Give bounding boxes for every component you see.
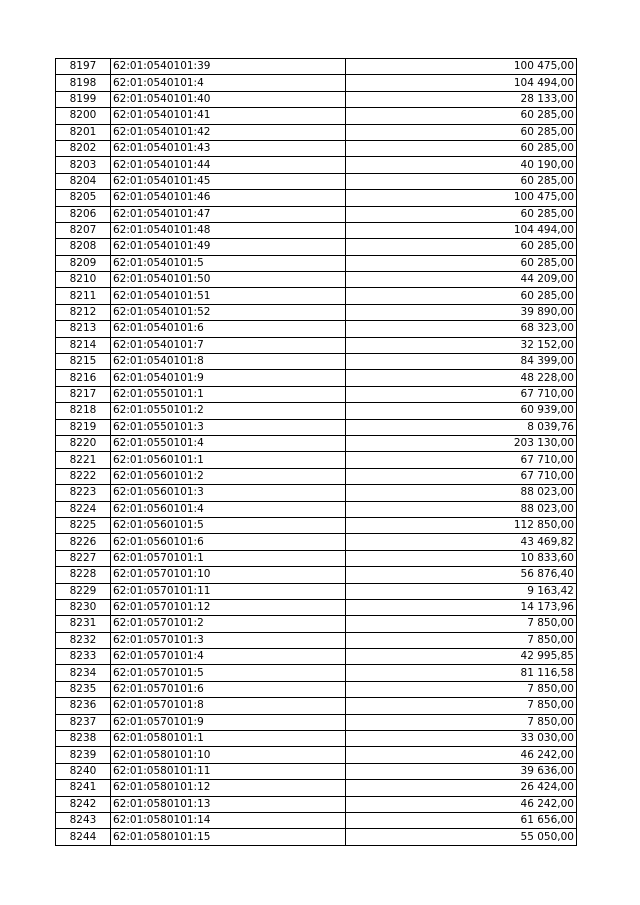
table-row bbox=[56, 763, 577, 779]
value-cell: 67 710,00 bbox=[346, 452, 577, 468]
value-cell: 14 173,96 bbox=[346, 599, 577, 615]
table-row bbox=[56, 222, 577, 238]
cadastral-number-cell: 62:01:0560101:4 bbox=[111, 501, 346, 517]
cadastral-number-cell: 62:01:0570101:3 bbox=[111, 632, 346, 648]
value-cell: 67 710,00 bbox=[346, 468, 577, 484]
value-cell: 40 190,00 bbox=[346, 157, 577, 173]
cadastral-number-cell: 62:01:0580101:14 bbox=[111, 812, 346, 828]
value-cell: 8 039,76 bbox=[346, 419, 577, 435]
cadastral-number-cell: 62:01:0550101:4 bbox=[111, 435, 346, 451]
value-cell: 46 242,00 bbox=[346, 747, 577, 763]
row-number-cell: 8225 bbox=[56, 517, 111, 533]
table-row bbox=[56, 157, 577, 173]
value-cell: 60 285,00 bbox=[346, 288, 577, 304]
value-cell: 7 850,00 bbox=[346, 681, 577, 697]
table-row bbox=[56, 698, 577, 714]
table-row bbox=[56, 59, 577, 75]
table-row bbox=[56, 124, 577, 140]
value-cell: 56 876,40 bbox=[346, 567, 577, 583]
table-row bbox=[56, 714, 577, 730]
table-row bbox=[56, 386, 577, 402]
cadastral-number-cell: 62:01:0560101:1 bbox=[111, 452, 346, 468]
cadastral-number-cell: 62:01:0550101:2 bbox=[111, 403, 346, 419]
cadastral-number-cell: 62:01:0540101:44 bbox=[111, 157, 346, 173]
row-number-cell: 8209 bbox=[56, 255, 111, 271]
value-cell: 46 242,00 bbox=[346, 796, 577, 812]
cadastral-number-cell: 62:01:0540101:45 bbox=[111, 173, 346, 189]
table-row bbox=[56, 272, 577, 288]
cadastral-number-cell: 62:01:0560101:5 bbox=[111, 517, 346, 533]
row-number-cell: 8234 bbox=[56, 665, 111, 681]
cadastral-number-cell: 62:01:0570101:5 bbox=[111, 665, 346, 681]
value-cell: 60 939,00 bbox=[346, 403, 577, 419]
cadastral-number-cell: 62:01:0570101:2 bbox=[111, 616, 346, 632]
row-number-cell: 8243 bbox=[56, 812, 111, 828]
value-cell: 203 130,00 bbox=[346, 435, 577, 451]
row-number-cell: 8204 bbox=[56, 173, 111, 189]
value-cell: 60 285,00 bbox=[346, 124, 577, 140]
row-number-cell: 8212 bbox=[56, 304, 111, 320]
table-row bbox=[56, 550, 577, 566]
value-cell: 44 209,00 bbox=[346, 272, 577, 288]
cadastral-number-cell: 62:01:0580101:12 bbox=[111, 780, 346, 796]
value-cell: 32 152,00 bbox=[346, 337, 577, 353]
row-number-cell: 8239 bbox=[56, 747, 111, 763]
value-cell: 42 995,85 bbox=[346, 649, 577, 665]
table-row bbox=[56, 452, 577, 468]
value-cell: 39 890,00 bbox=[346, 304, 577, 320]
row-number-cell: 8229 bbox=[56, 583, 111, 599]
row-number-cell: 8237 bbox=[56, 714, 111, 730]
table-row bbox=[56, 419, 577, 435]
value-cell: 88 023,00 bbox=[346, 485, 577, 501]
table-row bbox=[56, 534, 577, 550]
row-number-cell: 8215 bbox=[56, 354, 111, 370]
table-row bbox=[56, 435, 577, 451]
row-number-cell: 8235 bbox=[56, 681, 111, 697]
table-row bbox=[56, 501, 577, 517]
table-row bbox=[56, 255, 577, 271]
value-cell: 43 469,82 bbox=[346, 534, 577, 550]
value-cell: 100 475,00 bbox=[346, 59, 577, 75]
cadastral-number-cell: 62:01:0540101:41 bbox=[111, 108, 346, 124]
cadastral-number-cell: 62:01:0540101:4 bbox=[111, 75, 346, 91]
value-cell: 48 228,00 bbox=[346, 370, 577, 386]
table-row bbox=[56, 91, 577, 107]
row-number-cell: 8206 bbox=[56, 206, 111, 222]
table-row bbox=[56, 354, 577, 370]
value-cell: 26 424,00 bbox=[346, 780, 577, 796]
cadastral-number-cell: 62:01:0570101:10 bbox=[111, 567, 346, 583]
cadastral-number-cell: 62:01:0560101:2 bbox=[111, 468, 346, 484]
row-number-cell: 8231 bbox=[56, 616, 111, 632]
row-number-cell: 8218 bbox=[56, 403, 111, 419]
row-number-cell: 8220 bbox=[56, 435, 111, 451]
value-cell: 10 833,60 bbox=[346, 550, 577, 566]
row-number-cell: 8228 bbox=[56, 567, 111, 583]
table-row bbox=[56, 108, 577, 124]
value-cell: 33 030,00 bbox=[346, 731, 577, 747]
row-number-cell: 8198 bbox=[56, 75, 111, 91]
row-number-cell: 8197 bbox=[56, 59, 111, 75]
table-row bbox=[56, 632, 577, 648]
table-row bbox=[56, 731, 577, 747]
table-row bbox=[56, 485, 577, 501]
table-row bbox=[56, 370, 577, 386]
value-cell: 100 475,00 bbox=[346, 190, 577, 206]
value-cell: 68 323,00 bbox=[346, 321, 577, 337]
row-number-cell: 8221 bbox=[56, 452, 111, 468]
table-row bbox=[56, 681, 577, 697]
table-row bbox=[56, 288, 577, 304]
cadastral-number-cell: 62:01:0540101:46 bbox=[111, 190, 346, 206]
table-row bbox=[56, 140, 577, 156]
row-number-cell: 8210 bbox=[56, 272, 111, 288]
table-row bbox=[56, 206, 577, 222]
cadastral-number-cell: 62:01:0540101:6 bbox=[111, 321, 346, 337]
value-cell: 67 710,00 bbox=[346, 386, 577, 402]
row-number-cell: 8208 bbox=[56, 239, 111, 255]
row-number-cell: 8205 bbox=[56, 190, 111, 206]
cadastral-number-cell: 62:01:0580101:11 bbox=[111, 763, 346, 779]
row-number-cell: 8203 bbox=[56, 157, 111, 173]
value-cell: 104 494,00 bbox=[346, 222, 577, 238]
row-number-cell: 8238 bbox=[56, 731, 111, 747]
value-cell: 39 636,00 bbox=[346, 763, 577, 779]
row-number-cell: 8202 bbox=[56, 140, 111, 156]
cadastral-number-cell: 62:01:0550101:1 bbox=[111, 386, 346, 402]
table-row bbox=[56, 468, 577, 484]
row-number-cell: 8211 bbox=[56, 288, 111, 304]
row-number-cell: 8242 bbox=[56, 796, 111, 812]
row-number-cell: 8244 bbox=[56, 829, 111, 845]
value-cell: 7 850,00 bbox=[346, 698, 577, 714]
row-number-cell: 8222 bbox=[56, 468, 111, 484]
row-number-cell: 8226 bbox=[56, 534, 111, 550]
table-row bbox=[56, 190, 577, 206]
value-cell: 61 656,00 bbox=[346, 812, 577, 828]
cadastral-number-cell: 62:01:0570101:9 bbox=[111, 714, 346, 730]
row-number-cell: 8207 bbox=[56, 222, 111, 238]
value-cell: 81 116,58 bbox=[346, 665, 577, 681]
table-row bbox=[56, 304, 577, 320]
row-number-cell: 8233 bbox=[56, 649, 111, 665]
table-row bbox=[56, 599, 577, 615]
row-number-cell: 8232 bbox=[56, 632, 111, 648]
value-cell: 88 023,00 bbox=[346, 501, 577, 517]
cadastral-number-cell: 62:01:0540101:40 bbox=[111, 91, 346, 107]
value-cell: 9 163,42 bbox=[346, 583, 577, 599]
table-body bbox=[56, 59, 577, 846]
cadastral-number-cell: 62:01:0580101:15 bbox=[111, 829, 346, 845]
value-cell: 60 285,00 bbox=[346, 108, 577, 124]
value-cell: 60 285,00 bbox=[346, 173, 577, 189]
row-number-cell: 8199 bbox=[56, 91, 111, 107]
cadastral-number-cell: 62:01:0540101:42 bbox=[111, 124, 346, 140]
cadastral-number-cell: 62:01:0570101:12 bbox=[111, 599, 346, 615]
table-row bbox=[56, 239, 577, 255]
row-number-cell: 8217 bbox=[56, 386, 111, 402]
table-row bbox=[56, 567, 577, 583]
cadastral-number-cell: 62:01:0540101:52 bbox=[111, 304, 346, 320]
value-cell: 104 494,00 bbox=[346, 75, 577, 91]
table-row bbox=[56, 649, 577, 665]
value-cell: 112 850,00 bbox=[346, 517, 577, 533]
cadastral-number-cell: 62:01:0580101:10 bbox=[111, 747, 346, 763]
table-row bbox=[56, 75, 577, 91]
table-row bbox=[56, 665, 577, 681]
cadastral-number-cell: 62:01:0570101:1 bbox=[111, 550, 346, 566]
value-cell: 7 850,00 bbox=[346, 714, 577, 730]
row-number-cell: 8201 bbox=[56, 124, 111, 140]
cadastral-number-cell: 62:01:0580101:13 bbox=[111, 796, 346, 812]
table-row bbox=[56, 173, 577, 189]
cadastral-number-cell: 62:01:0540101:5 bbox=[111, 255, 346, 271]
cadastral-number-cell: 62:01:0540101:50 bbox=[111, 272, 346, 288]
row-number-cell: 8241 bbox=[56, 780, 111, 796]
value-cell: 7 850,00 bbox=[346, 616, 577, 632]
table-row bbox=[56, 403, 577, 419]
row-number-cell: 8240 bbox=[56, 763, 111, 779]
value-cell: 84 399,00 bbox=[346, 354, 577, 370]
table-row bbox=[56, 616, 577, 632]
cadastral-number-cell: 62:01:0560101:3 bbox=[111, 485, 346, 501]
table-row bbox=[56, 747, 577, 763]
row-number-cell: 8214 bbox=[56, 337, 111, 353]
cadastral-number-cell: 62:01:0540101:43 bbox=[111, 140, 346, 156]
cadastral-number-cell: 62:01:0540101:7 bbox=[111, 337, 346, 353]
row-number-cell: 8216 bbox=[56, 370, 111, 386]
row-number-cell: 8227 bbox=[56, 550, 111, 566]
row-number-cell: 8236 bbox=[56, 698, 111, 714]
cadastral-number-cell: 62:01:0550101:3 bbox=[111, 419, 346, 435]
row-number-cell: 8213 bbox=[56, 321, 111, 337]
table-row bbox=[56, 829, 577, 845]
cadastral-number-cell: 62:01:0540101:39 bbox=[111, 59, 346, 75]
cadastral-number-cell: 62:01:0540101:47 bbox=[111, 206, 346, 222]
table-row bbox=[56, 517, 577, 533]
value-cell: 7 850,00 bbox=[346, 632, 577, 648]
cadastral-number-cell: 62:01:0540101:9 bbox=[111, 370, 346, 386]
value-cell: 28 133,00 bbox=[346, 91, 577, 107]
cadastral-number-cell: 62:01:0540101:51 bbox=[111, 288, 346, 304]
table-row bbox=[56, 583, 577, 599]
cadastral-value-table bbox=[55, 58, 577, 846]
row-number-cell: 8230 bbox=[56, 599, 111, 615]
value-cell: 60 285,00 bbox=[346, 206, 577, 222]
row-number-cell: 8223 bbox=[56, 485, 111, 501]
cadastral-number-cell: 62:01:0570101:6 bbox=[111, 681, 346, 697]
value-cell: 60 285,00 bbox=[346, 140, 577, 156]
cadastral-number-cell: 62:01:0540101:48 bbox=[111, 222, 346, 238]
cadastral-number-cell: 62:01:0570101:8 bbox=[111, 698, 346, 714]
table-row bbox=[56, 337, 577, 353]
row-number-cell: 8224 bbox=[56, 501, 111, 517]
cadastral-number-cell: 62:01:0540101:49 bbox=[111, 239, 346, 255]
table-row bbox=[56, 796, 577, 812]
cadastral-number-cell: 62:01:0580101:1 bbox=[111, 731, 346, 747]
value-cell: 60 285,00 bbox=[346, 239, 577, 255]
cadastral-number-cell: 62:01:0540101:8 bbox=[111, 354, 346, 370]
cadastral-number-cell: 62:01:0570101:11 bbox=[111, 583, 346, 599]
table-row bbox=[56, 321, 577, 337]
cadastral-number-cell: 62:01:0560101:6 bbox=[111, 534, 346, 550]
value-cell: 60 285,00 bbox=[346, 255, 577, 271]
row-number-cell: 8200 bbox=[56, 108, 111, 124]
table-row bbox=[56, 812, 577, 828]
row-number-cell: 8219 bbox=[56, 419, 111, 435]
value-cell: 55 050,00 bbox=[346, 829, 577, 845]
table-row bbox=[56, 780, 577, 796]
cadastral-number-cell: 62:01:0570101:4 bbox=[111, 649, 346, 665]
